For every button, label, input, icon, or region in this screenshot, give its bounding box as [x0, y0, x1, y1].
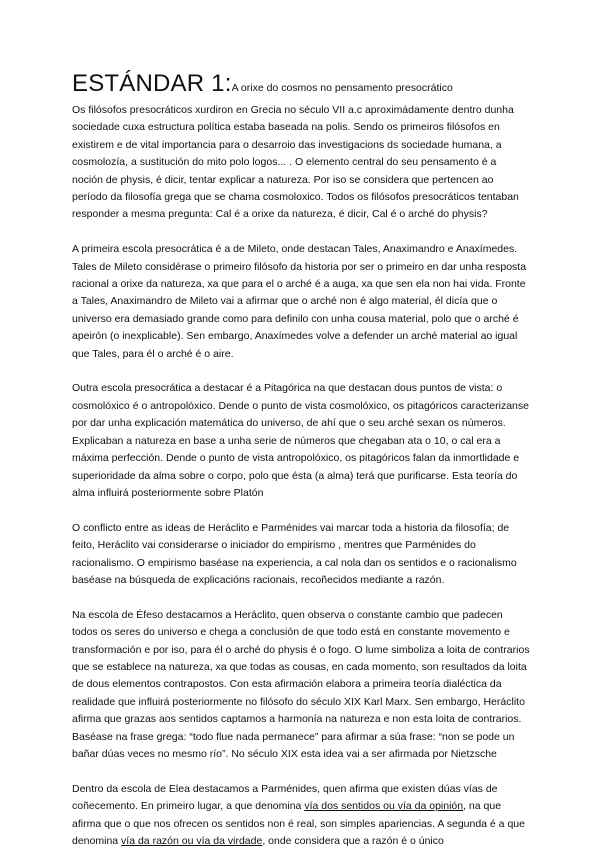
paragraph-elea-text-b: , na que afirma que o que nos ofrecen os sentidos non é real, son simples apariencias. A segunda é a que denomina	[72, 800, 525, 847]
paragraph-pitagorica: Outra escola presocrática a destacar é a Pitagórica na que destacan dous puntos de vista: o cosmolóxico é o antropolóxico. Dende o punto de vista cosmolóxico, os pitagóricos caracterizanse por dar unha explicación matemática do universo, de ahí que o seu arché sexan os números. Explicaban a natureza en base a unha serie de números que chegaban ata o 10, o cal era a máxima perfección. Dende o punto de vista antropolóxico, os pitagóricos falan da inmortlidade e superioridade da alma sobre o corpo, polo que ésta (a alma) terá que purificarse. Esta teoría do alma influirá posteriormente sobre Platón	[72, 382, 529, 499]
paragraph-mileto: A primeira escola presocrática é a de Mileto, onde destacan Tales, Anaximandro e Anaxímedes. Tales de Mileto considérase o primeiro filósofo da historia por ser o primeiro en dar unha resposta racional a orixe da natureza, xa que para el o arché é a auga, xa que sen ela non hai vida. Fronte a Tales, Anaximandro de Mileto vai a afirmar que o arché non é algo material, él dicía que o universo era demasiado grande como para definilo con unha cousa material, polo que o arché é apeirón (o inexplicable). Sen embargo, Anaxímedes volve a defender un arché material ao igual que Tales, para él o arché é o aire.	[72, 243, 527, 360]
paragraph-conflicto: O conflicto entre as ideas de Heráclito e Parménides vai marcar toda a historia da filosofía; de feito, Heráclito vai considerarse o iniciador do empirismo , mentres que Parménides do racionalismo. O empirismo baséase na experiencia, a cal nola dan os sentidos e o racionalismo baséase na búsqueda de explicacións racionais, recoñecidos mediante a razón.	[72, 521, 517, 586]
document-body	[72, 70, 530, 850]
paragraph-elea-text-c: , onde considera que a razón é o único	[262, 834, 444, 847]
underlined-via-razon: vía da razón ou vía da virdade	[121, 834, 263, 847]
paragraph-elea-text-a: Dentro da escola de Elea destacamos a Parménides, quen afirma que existen dúas vías de coñecemento. En primeiro lugar, a que denomina	[72, 782, 498, 813]
paragraph-intro: Os filósofos presocráticos xurdiron en Grecia no século VII a.c aproximádamente dentro dunha sociedade cuxa estructura política estaba baseada na polis. Sendo os primeiros filósofos en existirem e de vital importancia para o desarroio das investigacions ds sociedade humana, a cosmolozía, a sustitución do mito polo logos... . O elemento central do seu pensamento é a noción de physis, é dicir, tentar explicar a natureza. Por iso se considera que pertencen ao período da filosofía grega que se chama cosmoloxico. Todos os filósofos presocráticos tentaban responder a mesma pregunta: Cal é a orixe da natureza, é dicir, Cal é o arché do physis?	[72, 104, 519, 221]
heading-subtitle: A orixe do cosmos no pensamento presocrático	[231, 82, 453, 94]
underlined-via-sentidos: vía dos sentidos ou vía da opinión	[304, 800, 464, 813]
section-heading	[72, 70, 530, 102]
paragraph-elea	[72, 781, 530, 850]
heading-title: ESTÁNDAR 1:	[72, 70, 232, 97]
paragraph-efeso: Na escola de Éfeso destacamos a Heráclito, quen observa o constante cambio que padecen todos os seres do universo e chega a conclusión de que todo está en constante movemento e transformación e por iso, para él o arché do physis é o fogo. O lume simboliza a loita de contrarios que se establece na natureza, xa que todas as cousas, en cada momento, son resultados da loita de dous elementos contrapostos. Con esta afirmación elabora a primeira teoría dialéctica da realidade que influirá posteriormente no filósofo do século XIX Karl Marx. Sen embargo, Heráclito afirma que grazas aos sentidos captamos a harmonía na natureza e non esta loita de contrarios. Baséase na frase grega: “todo flue nada permanece” para afirmar a súa frase: “non se pode un bañar dúas veces no mesmo río”. No século XIX esta idea vai a ser afirmada por Nietzsche	[72, 608, 530, 760]
